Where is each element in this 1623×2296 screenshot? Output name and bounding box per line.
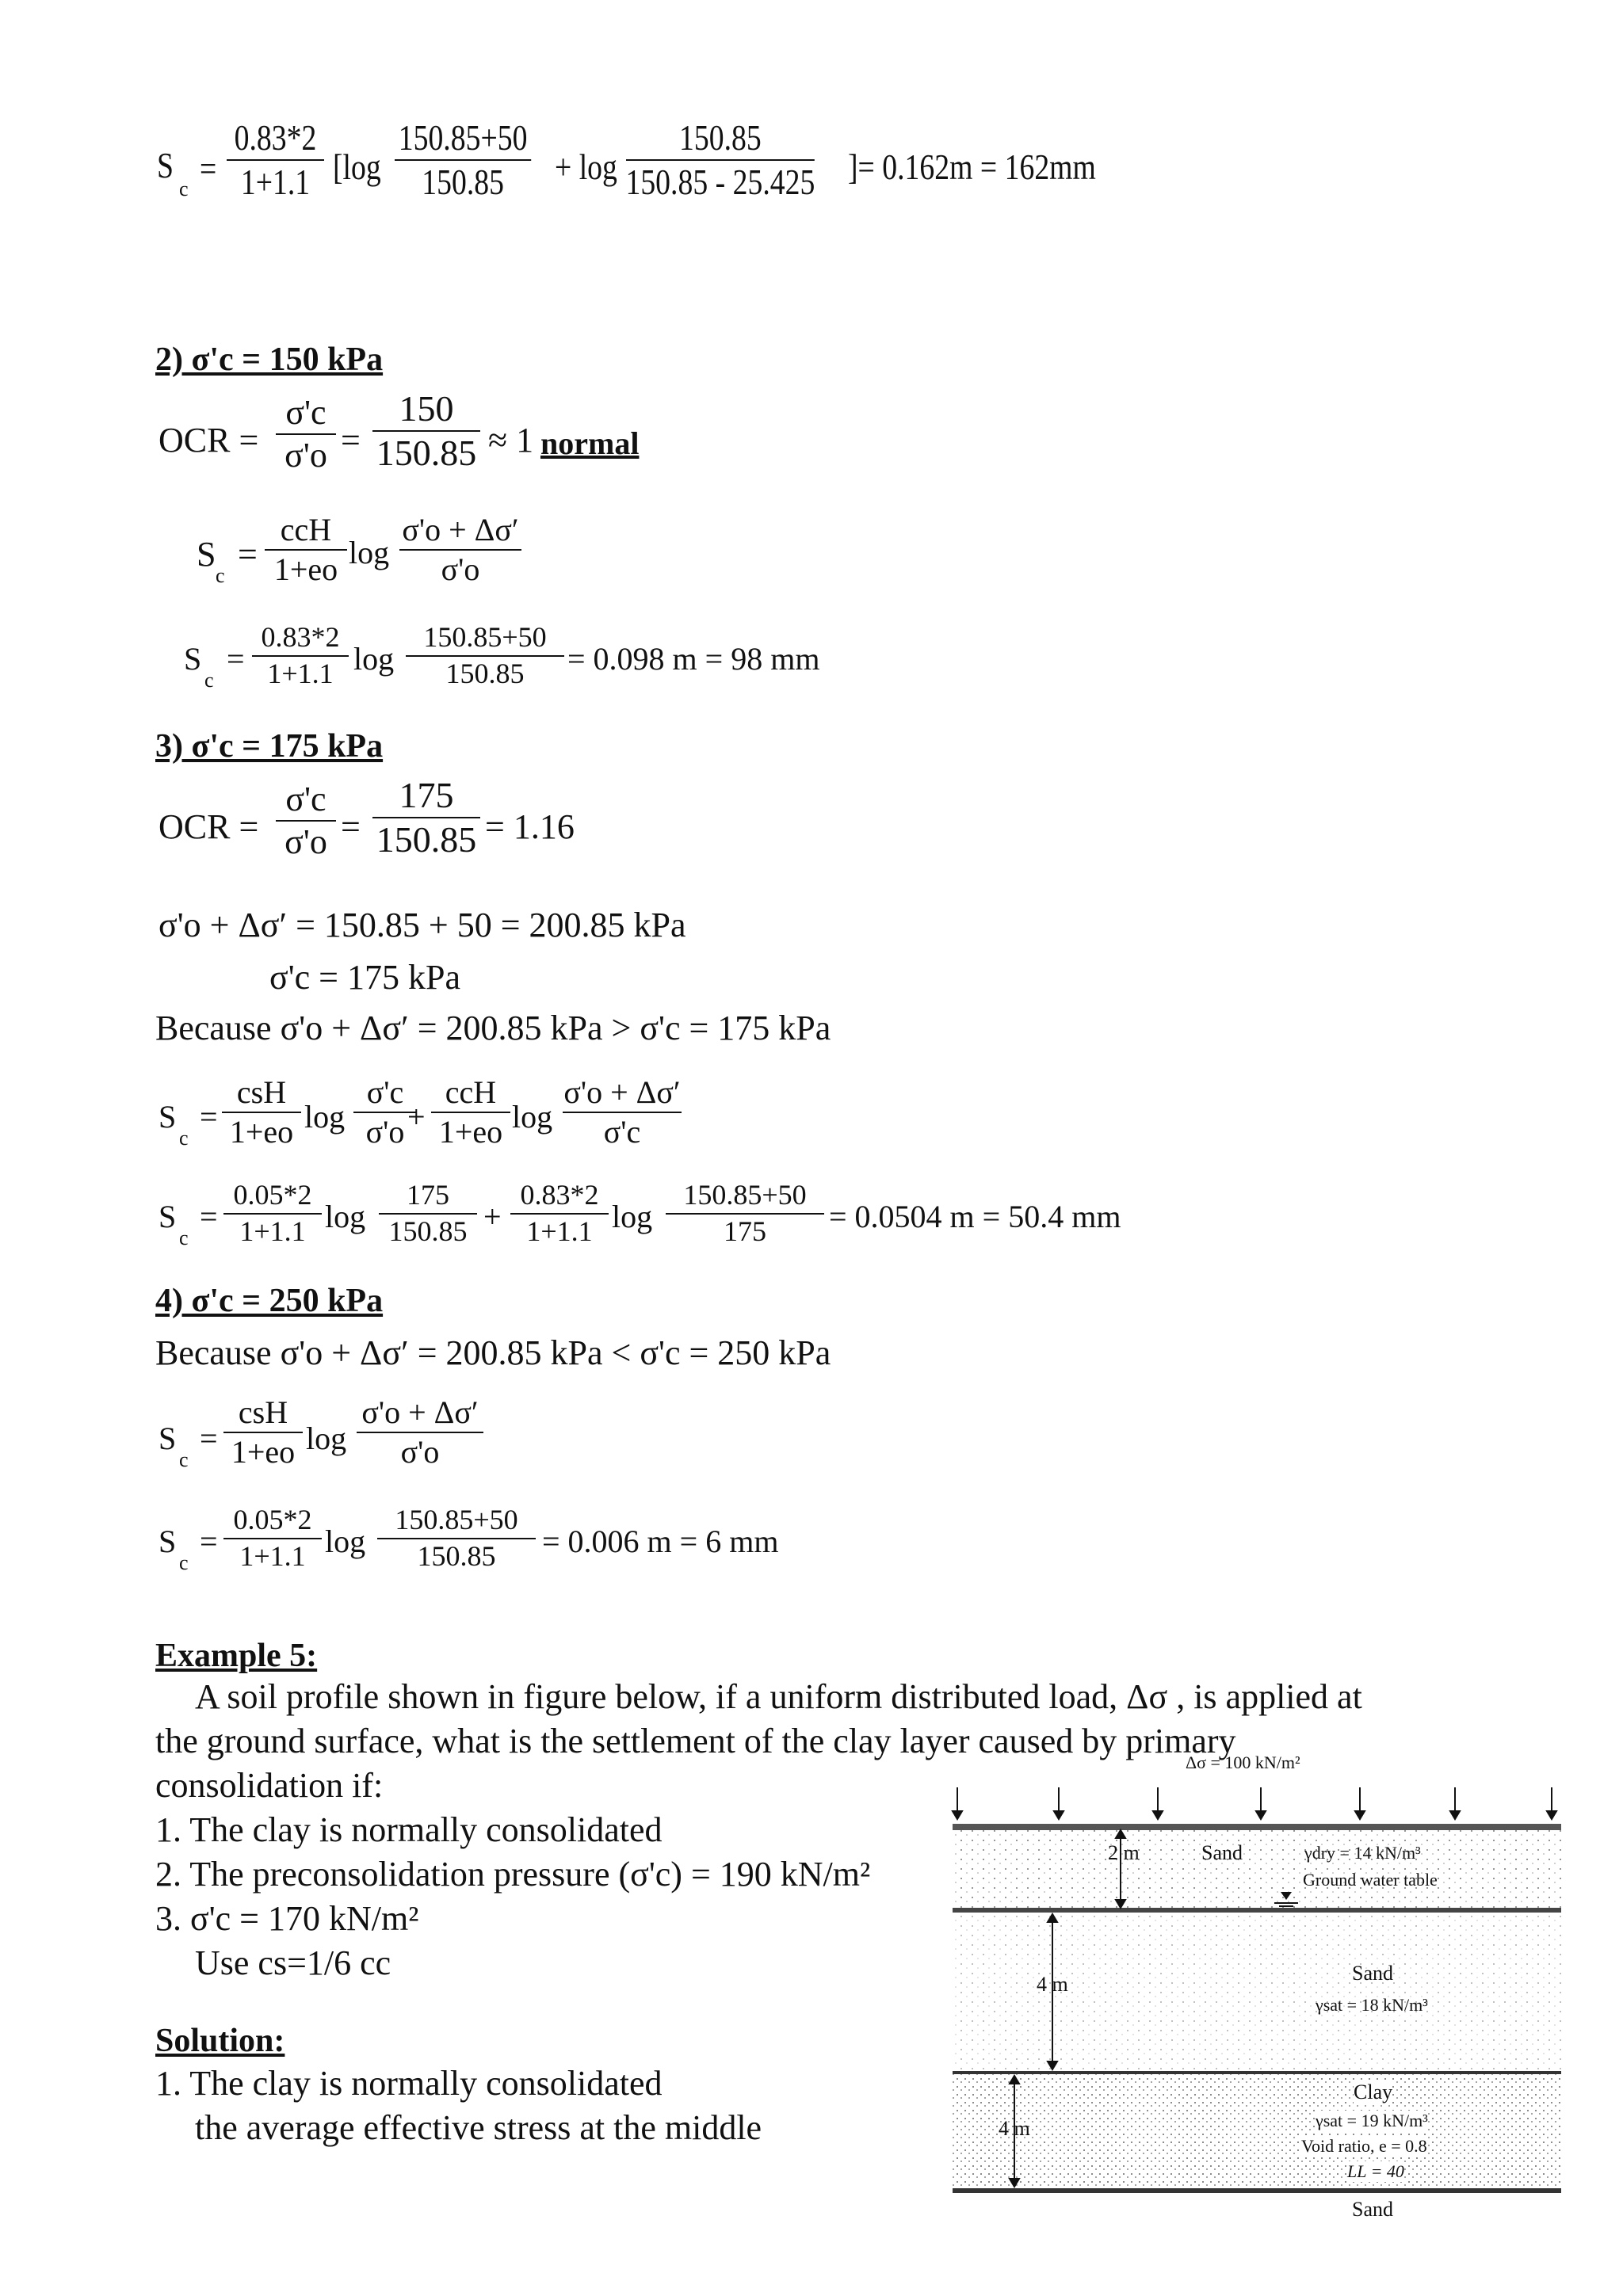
figure-clay: Clay bbox=[1354, 2081, 1393, 2103]
example-5-para-2: the ground surface, what is the settlement of the clay layer caused by primary bbox=[155, 1722, 1236, 1760]
solution-line-1: 1. The clay is normally consolidated bbox=[155, 2064, 663, 2103]
figure-gamma-sat-clay: γsat = 19 kN/m³ bbox=[1316, 2111, 1428, 2130]
case-4-heading: 4) σ'c = 250 kPa bbox=[155, 1283, 384, 1319]
case-3-ocr-result: = 1.16 bbox=[485, 807, 575, 846]
example-5-para-1: A soil profile shown in figure below, if a uniform distributed load, Δσ , is applied at bbox=[195, 1677, 1362, 1716]
figure-gwt: Ground water table bbox=[1303, 1870, 1438, 1890]
ocr-note: normal bbox=[540, 425, 640, 461]
figure-depth-1: 2 m bbox=[1108, 1841, 1140, 1864]
figure-sand-3: Sand bbox=[1352, 2198, 1393, 2221]
case-3-result: = 0.0504 m = 50.4 mm bbox=[829, 1199, 1121, 1234]
figure-load-label: Δσ = 100 kN/m² bbox=[1186, 1753, 1300, 1772]
ocr-value-ratio: 150 150.85 bbox=[372, 390, 480, 473]
case-2-calc-fraction: 0.83*2 1+1.1 bbox=[252, 623, 349, 689]
case-3-formula-b-argument: σ'o + Δσ′ σ'c bbox=[563, 1074, 681, 1150]
example-5-item-2: 2. The preconsolidation pressure (σ'c) = 190 kN/m² bbox=[155, 1855, 871, 1894]
eq-fraction-3: 150.85 150.85 - 25.425 bbox=[625, 117, 815, 203]
soil-profile-figure bbox=[948, 1753, 1566, 2220]
eq-lhs-sub: c bbox=[179, 177, 189, 200]
example-5-para-3: consolidation if: bbox=[155, 1766, 384, 1805]
case-3-formula-a: csH 1+eo bbox=[222, 1076, 301, 1149]
ocr-label: OCR = bbox=[158, 421, 259, 460]
eq-fraction-2: 150.85+50 150.85 bbox=[395, 119, 531, 202]
solution-heading: Solution: bbox=[155, 2023, 285, 2059]
figure-depth-3: 4 m bbox=[999, 2117, 1030, 2140]
case-3-calc-a-argument: 175 150.85 bbox=[379, 1180, 477, 1247]
case-4-line-1: Because σ'o + Δσ′ = 200.85 kPa < σ'c = 250 kPa bbox=[155, 1333, 831, 1372]
case-3-heading: 3) σ'c = 175 kPa bbox=[155, 728, 384, 765]
case-3-formula-b: ccH 1+eo bbox=[431, 1076, 510, 1149]
figure-gamma-dry: γdry = 14 kN/m³ bbox=[1304, 1843, 1421, 1863]
case-2-heading: 2) σ'c = 150 kPa bbox=[155, 341, 384, 378]
figure-sand-2: Sand bbox=[1352, 1962, 1393, 1985]
figure-sand-1: Sand bbox=[1201, 1841, 1243, 1864]
case-4-result: = 0.006 m = 6 mm bbox=[542, 1524, 779, 1559]
eq-fraction-1: 0.83*2 1+1.1 bbox=[227, 119, 324, 202]
case-2-formula-argument: σ'o + Δσ′ σ'o bbox=[399, 513, 521, 586]
figure-void-ratio: Void ratio, e = 0.8 bbox=[1301, 2136, 1427, 2156]
case-4-formula-fraction: csH 1+eo bbox=[223, 1396, 303, 1469]
case-2-formula-fraction: ccH 1+eo bbox=[265, 513, 347, 586]
case-3-calc-b-argument: 150.85+50 175 bbox=[666, 1180, 824, 1247]
eq-result: ]= 0.162m = 162mm bbox=[848, 147, 1096, 187]
example-5-item-1: 1. The clay is normally consolidated bbox=[155, 1810, 663, 1849]
example-5-item-4: Use cs=1/6 cc bbox=[195, 1943, 391, 1982]
case-3-calc-a: 0.05*2 1+1.1 bbox=[223, 1180, 322, 1247]
case-3-calc-b: 0.83*2 1+1.1 bbox=[510, 1180, 609, 1247]
ocr-result: ≈ 1 bbox=[488, 421, 534, 460]
example-5-heading: Example 5: bbox=[155, 1638, 318, 1674]
case-2-calc-argument: 150.85+50 150.85 bbox=[406, 623, 564, 689]
case-3-line-1: σ'o + Δσ′ = 150.85 + 50 = 200.85 kPa bbox=[158, 906, 686, 944]
ocr-stress-ratio: σ'c σ'o bbox=[276, 395, 336, 474]
case-3-line-3: Because σ'o + Δσ′ = 200.85 kPa > σ'c = 175 kPa bbox=[155, 1009, 831, 1047]
case-4-formula-argument: σ'o + Δσ′ σ'o bbox=[357, 1396, 483, 1469]
case-3-formula-a-argument: σ'c σ'o bbox=[353, 1076, 417, 1149]
eq-lhs: S bbox=[157, 145, 174, 185]
solution-line-2: the average effective stress at the middle bbox=[195, 2108, 762, 2147]
eq-plus-log: + log bbox=[555, 147, 617, 187]
eq-log-1: [log bbox=[333, 147, 381, 187]
example-5-item-3: 3. σ'c = 170 kN/m² bbox=[155, 1899, 419, 1938]
eq-equals: = bbox=[200, 148, 217, 189]
figure-depth-2: 4 m bbox=[1037, 1973, 1068, 1996]
case-3-line-2: σ'c = 175 kPa bbox=[269, 958, 460, 997]
ocr-stress-ratio-3: σ'c σ'o bbox=[276, 781, 336, 860]
case-4-calc-argument: 150.85+50 150.85 bbox=[377, 1505, 536, 1572]
ocr-value-ratio-3: 175 150.85 bbox=[372, 776, 480, 860]
figure-gamma-sat-sand: γsat = 18 kN/m³ bbox=[1316, 1995, 1428, 2015]
figure-liquid-limit: LL = 40 bbox=[1347, 2161, 1404, 2181]
case-4-calc-fraction: 0.05*2 1+1.1 bbox=[223, 1505, 322, 1572]
case-2-result: = 0.098 m = 98 mm bbox=[567, 641, 820, 677]
